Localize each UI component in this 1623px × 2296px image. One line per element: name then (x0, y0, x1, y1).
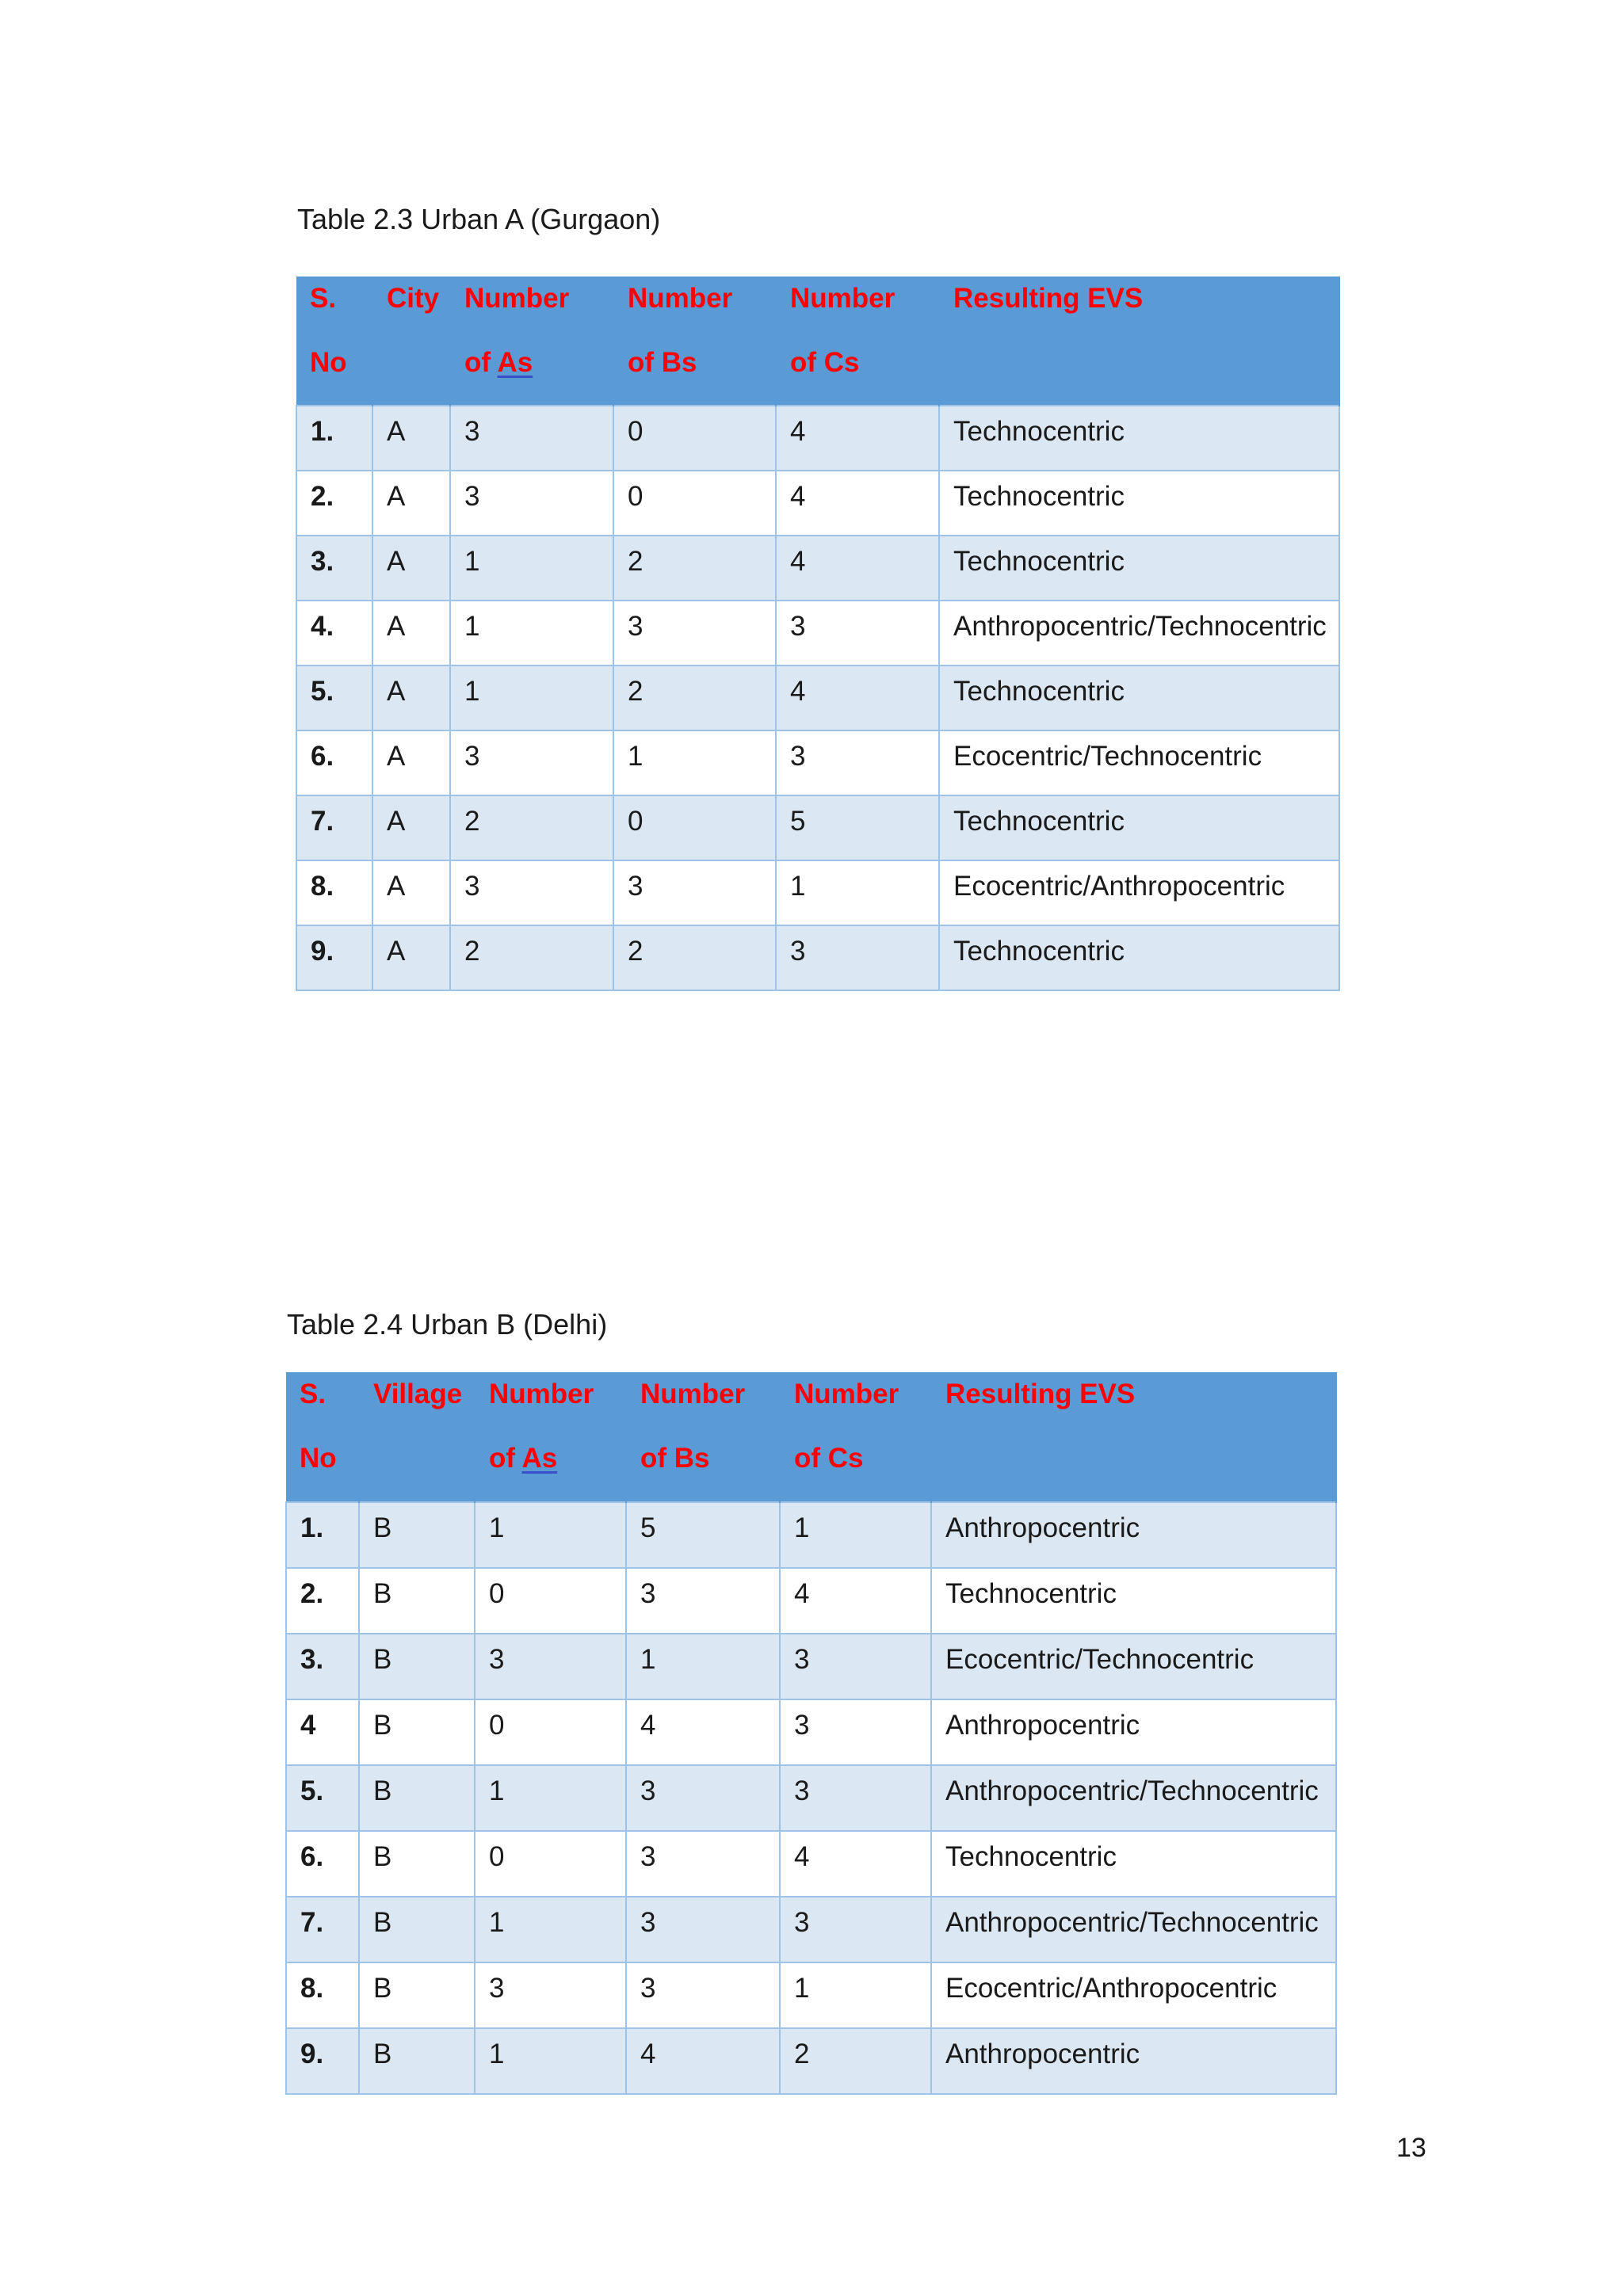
cell-sno: 3. (286, 1634, 359, 1699)
cell-number-of-as: 2 (450, 795, 613, 860)
cell-sno: 3. (296, 536, 372, 601)
table-row (286, 1962, 1336, 2028)
cell-sno: 6. (296, 730, 372, 795)
header-number-of-bs: Number of Bs (626, 1372, 780, 1502)
table-row (296, 860, 1339, 925)
cell-sno: 4. (296, 601, 372, 666)
cell-sno: 1. (296, 406, 372, 471)
table-caption: Table 2.3 Urban A (Gurgaon) (297, 203, 661, 235)
cell-place: A (372, 730, 450, 795)
cell-number-of-bs: 3 (626, 1765, 780, 1831)
table-caption: Table 2.4 Urban B (Delhi) (287, 1308, 608, 1341)
cell-resulting-evs: Technocentric (939, 536, 1339, 601)
cell-sno: 2. (296, 471, 372, 536)
cell-number-of-cs: 5 (776, 795, 939, 860)
cell-place: B (359, 2028, 475, 2094)
cell-number-of-as: 3 (450, 471, 613, 536)
table-row (296, 730, 1339, 795)
cell-resulting-evs: Technocentric (939, 471, 1339, 536)
cell-sno: 7. (296, 795, 372, 860)
cell-number-of-cs: 3 (780, 1765, 931, 1831)
cell-number-of-bs: 3 (626, 1962, 780, 2028)
cell-resulting-evs: Anthropocentric/Technocentric (931, 1765, 1336, 1831)
cell-number-of-cs: 3 (780, 1897, 931, 1962)
cell-resulting-evs: Technocentric (939, 406, 1339, 471)
table-row (296, 471, 1339, 536)
table-header-row (296, 277, 1339, 406)
cell-resulting-evs: Ecocentric/Technocentric (931, 1634, 1336, 1699)
cell-number-of-as: 1 (475, 1765, 626, 1831)
cell-sno: 7. (286, 1897, 359, 1962)
cell-place: B (359, 1699, 475, 1765)
table-row (286, 1568, 1336, 1634)
table-row (286, 1502, 1336, 1568)
cell-number-of-cs: 3 (776, 601, 939, 666)
header-resulting-evs: Resulting EVS (931, 1372, 1336, 1502)
cell-sno: 8. (286, 1962, 359, 2028)
cell-place: B (359, 1897, 475, 1962)
cell-place: B (359, 1831, 475, 1897)
cell-number-of-cs: 3 (776, 925, 939, 990)
cell-place: B (359, 1634, 475, 1699)
cell-resulting-evs: Technocentric (939, 666, 1339, 730)
header-sno: S. No (286, 1372, 359, 1502)
cell-number-of-as: 1 (450, 666, 613, 730)
cell-number-of-cs: 1 (776, 860, 939, 925)
cell-place: B (359, 1502, 475, 1568)
cell-number-of-cs: 1 (780, 1502, 931, 1568)
table-row (296, 536, 1339, 601)
cell-resulting-evs: Technocentric (939, 925, 1339, 990)
data-table-urban-b (285, 1372, 1337, 2095)
cell-number-of-as: 3 (450, 860, 613, 925)
table-row (286, 1765, 1336, 1831)
cell-sno: 5. (286, 1765, 359, 1831)
cell-number-of-as: 0 (475, 1568, 626, 1634)
cell-number-of-as: 1 (450, 536, 613, 601)
cell-sno: 8. (296, 860, 372, 925)
header-number-of-bs: Number of Bs (613, 277, 776, 406)
cell-resulting-evs: Ecocentric/Anthropocentric (931, 1962, 1336, 2028)
header-number-of-cs: Number of Cs (776, 277, 939, 406)
cell-number-of-bs: 2 (613, 925, 776, 990)
cell-number-of-bs: 1 (613, 730, 776, 795)
cell-sno: 2. (286, 1568, 359, 1634)
cell-number-of-bs: 2 (613, 666, 776, 730)
cell-resulting-evs: Technocentric (931, 1831, 1336, 1897)
cell-resulting-evs: Anthropocentric (931, 1699, 1336, 1765)
cell-number-of-cs: 3 (780, 1699, 931, 1765)
cell-place: A (372, 471, 450, 536)
header-village: Village (359, 1372, 475, 1502)
header-sno: S. No (296, 277, 372, 406)
cell-number-of-bs: 1 (626, 1634, 780, 1699)
cell-number-of-as: 0 (475, 1831, 626, 1897)
cell-number-of-as: 3 (475, 1962, 626, 2028)
cell-number-of-bs: 2 (613, 536, 776, 601)
cell-resulting-evs: Technocentric (939, 795, 1339, 860)
header-number-of-cs: Number of Cs (780, 1372, 931, 1502)
cell-number-of-cs: 4 (780, 1568, 931, 1634)
table-row (286, 1699, 1336, 1765)
cell-place: B (359, 1765, 475, 1831)
cell-number-of-bs: 3 (613, 860, 776, 925)
table-row (296, 601, 1339, 666)
header-resulting-evs: Resulting EVS (939, 277, 1339, 406)
cell-number-of-as: 1 (475, 1502, 626, 1568)
cell-number-of-cs: 4 (776, 536, 939, 601)
cell-sno: 6. (286, 1831, 359, 1897)
header-number-of-as: Number of As (450, 277, 613, 406)
cell-number-of-bs: 3 (626, 1831, 780, 1897)
cell-number-of-as: 1 (450, 601, 613, 666)
cell-resulting-evs: Anthropocentric/Technocentric (931, 1897, 1336, 1962)
cell-sno: 4 (286, 1699, 359, 1765)
cell-resulting-evs: Anthropocentric (931, 1502, 1336, 1568)
cell-number-of-bs: 5 (626, 1502, 780, 1568)
cell-number-of-as: 0 (475, 1699, 626, 1765)
cell-number-of-as: 3 (475, 1634, 626, 1699)
table-header-row (286, 1372, 1336, 1502)
cell-place: B (359, 1962, 475, 2028)
cell-place: A (372, 860, 450, 925)
cell-number-of-bs: 4 (626, 1699, 780, 1765)
cell-number-of-cs: 1 (780, 1962, 931, 2028)
cell-number-of-cs: 3 (776, 730, 939, 795)
cell-number-of-as: 3 (450, 730, 613, 795)
cell-resulting-evs: Anthropocentric/Technocentric (939, 601, 1339, 666)
table-row (296, 406, 1339, 471)
cell-place: A (372, 925, 450, 990)
cell-number-of-bs: 0 (613, 471, 776, 536)
cell-number-of-as: 2 (450, 925, 613, 990)
cell-number-of-bs: 0 (613, 406, 776, 471)
cell-place: A (372, 536, 450, 601)
cell-number-of-as: 1 (475, 2028, 626, 2094)
table-row (286, 1634, 1336, 1699)
cell-resulting-evs: Technocentric (931, 1568, 1336, 1634)
cell-number-of-cs: 3 (780, 1634, 931, 1699)
cell-place: B (359, 1568, 475, 1634)
page-number: 13 (1396, 2133, 1426, 2163)
cell-number-of-as: 1 (475, 1897, 626, 1962)
cell-number-of-cs: 2 (780, 2028, 931, 2094)
cell-resulting-evs: Ecocentric/Technocentric (939, 730, 1339, 795)
cell-number-of-bs: 3 (613, 601, 776, 666)
cell-sno: 5. (296, 666, 372, 730)
table-row (296, 925, 1339, 990)
header-city: City (372, 277, 450, 406)
cell-number-of-as: 3 (450, 406, 613, 471)
cell-sno: 1. (286, 1502, 359, 1568)
cell-sno: 9. (296, 925, 372, 990)
cell-resulting-evs: Ecocentric/Anthropocentric (939, 860, 1339, 925)
table-row (296, 666, 1339, 730)
table-row (286, 1897, 1336, 1962)
cell-number-of-cs: 4 (780, 1831, 931, 1897)
cell-sno: 9. (286, 2028, 359, 2094)
cell-number-of-cs: 4 (776, 471, 939, 536)
cell-place: A (372, 666, 450, 730)
cell-place: A (372, 406, 450, 471)
cell-number-of-bs: 4 (626, 2028, 780, 2094)
cell-number-of-cs: 4 (776, 666, 939, 730)
data-table-urban-a (296, 277, 1340, 991)
cell-place: A (372, 601, 450, 666)
cell-number-of-cs: 4 (776, 406, 939, 471)
cell-number-of-bs: 3 (626, 1897, 780, 1962)
cell-number-of-bs: 3 (626, 1568, 780, 1634)
cell-number-of-bs: 0 (613, 795, 776, 860)
cell-place: A (372, 795, 450, 860)
cell-resulting-evs: Anthropocentric (931, 2028, 1336, 2094)
table-row (296, 795, 1339, 860)
table-row (286, 1831, 1336, 1897)
header-number-of-as: Number of As (475, 1372, 626, 1502)
table-row (286, 2028, 1336, 2094)
